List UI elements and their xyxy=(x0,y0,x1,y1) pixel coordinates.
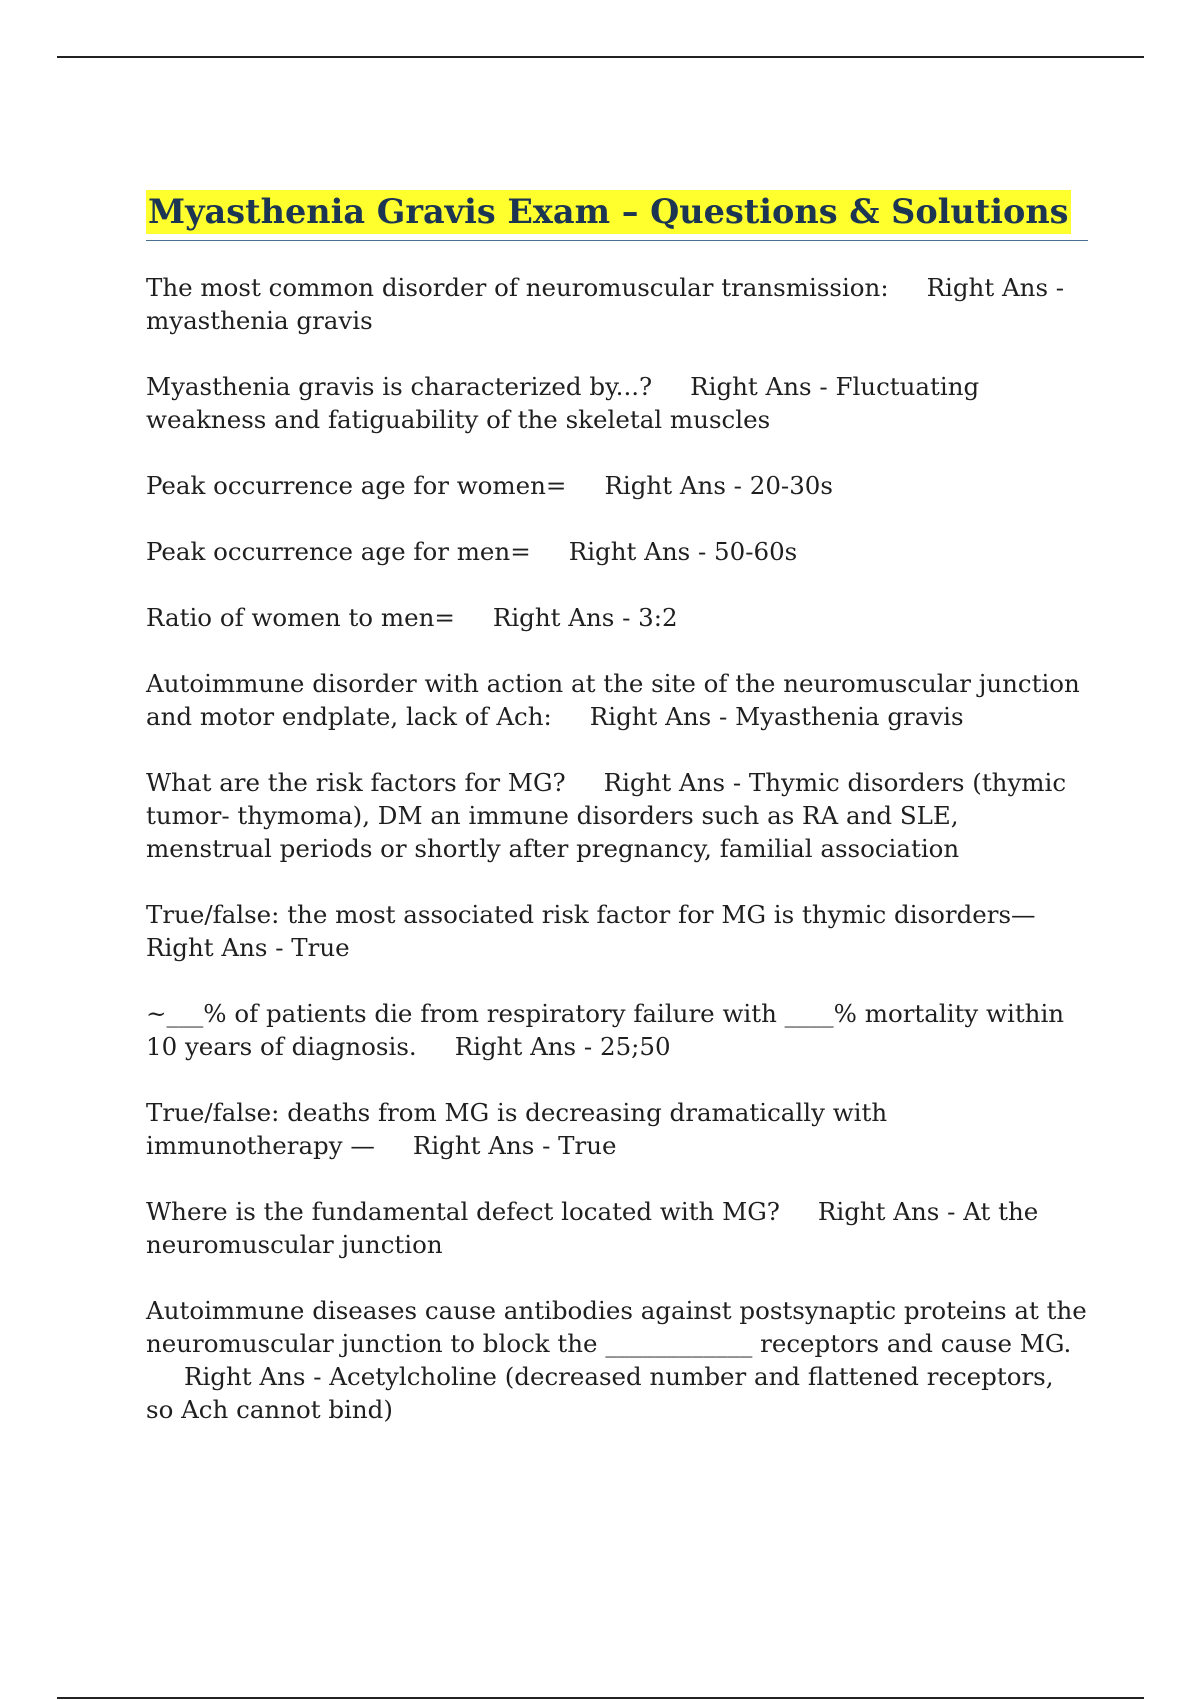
question-text: ~___% of patients die from respiratory failure with ____% mortality within 10 years of diagnosis. xyxy=(146,999,1072,1061)
answer-text: Right Ans - Acetylcholine (decreased number and flattened receptors, so Ach cannot bind) xyxy=(146,1362,1062,1424)
page-top-rule xyxy=(57,56,1144,58)
qa-item xyxy=(146,535,1088,568)
question-text: Autoimmune diseases cause antibodies against postsynaptic proteins at the neuromuscular junction to block the ____________ receptors and cause MG. xyxy=(146,1296,1095,1358)
answer-text: Right Ans - Myasthenia gravis xyxy=(589,702,964,731)
question-text: Peak occurrence age for women= xyxy=(146,471,567,500)
qa-item xyxy=(146,1294,1095,1426)
question-text: Where is the fundamental defect located with MG? xyxy=(146,1197,780,1226)
title-block xyxy=(146,190,1088,241)
question-text: Myasthenia gravis is characterized by...? xyxy=(146,372,653,401)
answer-text: Right Ans - Fluctuating weakness and fatiguability of the skeletal muscles xyxy=(146,372,987,434)
qa-item xyxy=(146,601,1088,634)
answer-text: Right Ans - At the neuromuscular junction xyxy=(146,1197,1047,1259)
question-text: True/false: the most associated risk factor for MG is thymic disorders— xyxy=(146,900,1036,929)
answer-text: Right Ans - True xyxy=(146,933,350,962)
question-text: Autoimmune disorder with action at the site of the neuromuscular junction and motor endplate, lack of Ach: xyxy=(146,669,1088,731)
answer-text: Right Ans - 20-30s xyxy=(604,471,833,500)
qa-item xyxy=(146,271,1088,337)
qa-item xyxy=(146,469,1088,502)
qa-item xyxy=(146,766,1088,865)
question-text: Peak occurrence age for men= xyxy=(146,537,531,566)
question-text: Ratio of women to men= xyxy=(146,603,455,632)
qa-item xyxy=(146,898,1088,964)
answer-text: Right Ans - myasthenia gravis xyxy=(146,273,1072,335)
document-title: Myasthenia Gravis Exam – Questions & Solutions xyxy=(146,190,1071,234)
answer-text: Right Ans - 25;50 xyxy=(454,1032,671,1061)
qa-item xyxy=(146,667,1088,733)
answer-text: Right Ans - True xyxy=(412,1131,617,1160)
qa-item xyxy=(146,1195,1088,1261)
page-bottom-rule xyxy=(57,1697,1144,1699)
question-text: What are the risk factors for MG? xyxy=(146,768,566,797)
question-text: The most common disorder of neuromuscular transmission: xyxy=(146,273,889,302)
qa-item xyxy=(146,370,1088,436)
question-text: True/false: deaths from MG is decreasing dramatically with immunotherapy — xyxy=(146,1098,895,1160)
answer-text: Right Ans - 3:2 xyxy=(492,603,678,632)
answer-text: Right Ans - Thymic disorders (thymic tumor- thymoma), DM an immune disorders such as RA and SLE, menstrual periods or shortly after pregnancy, familial association xyxy=(146,768,1074,863)
document-body xyxy=(146,190,1095,1459)
qa-item xyxy=(146,997,1088,1063)
qa-item xyxy=(146,1096,1088,1162)
answer-text: Right Ans - 50-60s xyxy=(568,537,798,566)
